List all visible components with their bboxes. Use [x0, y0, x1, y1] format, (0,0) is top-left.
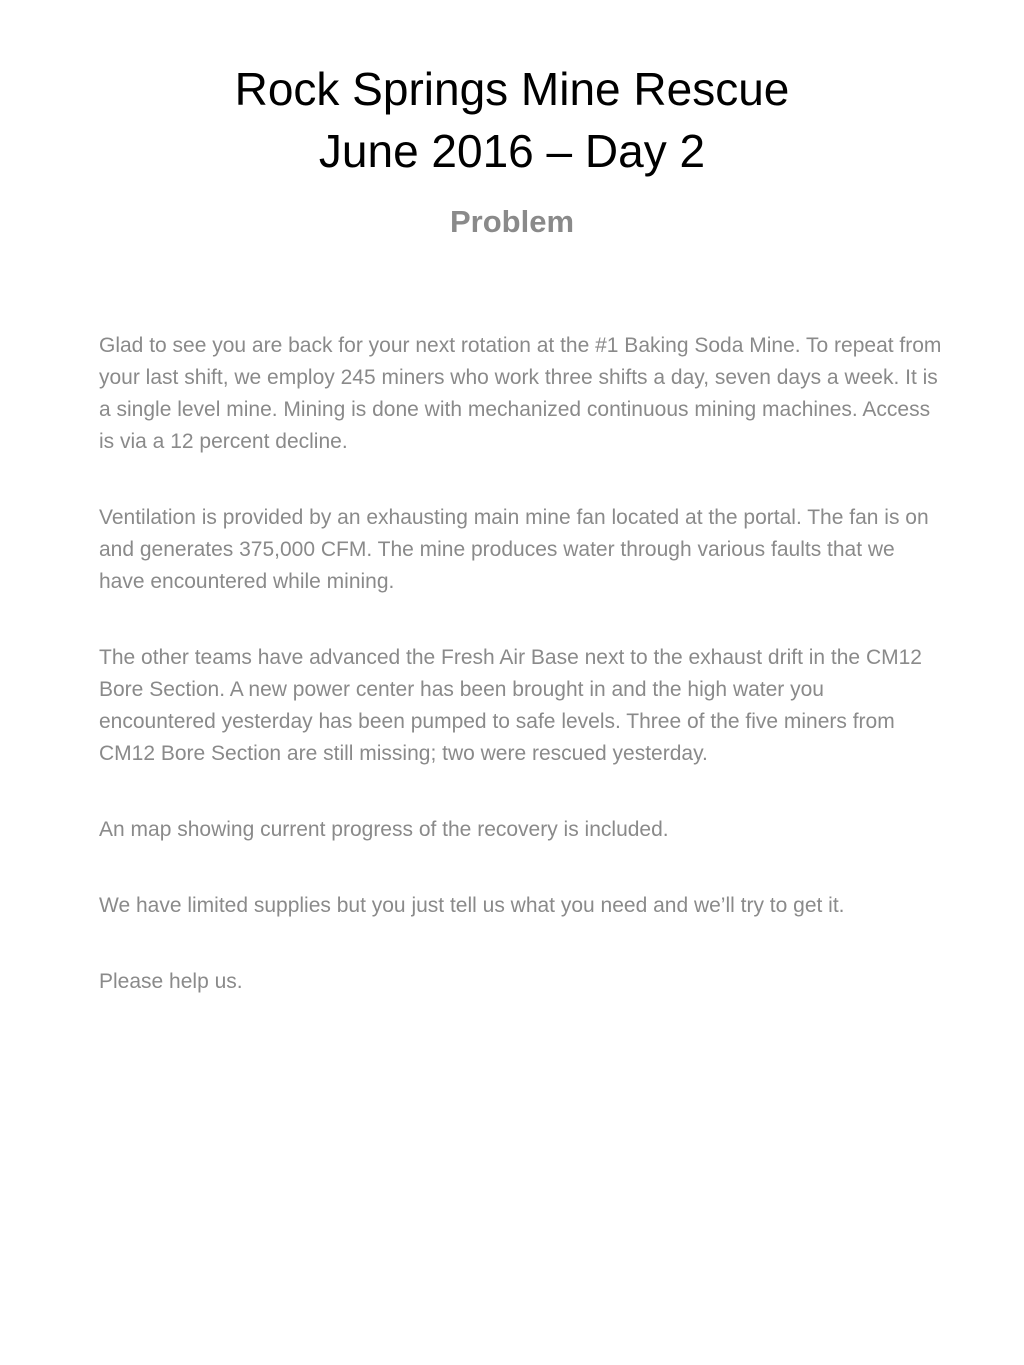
paragraph-ventilation: Ventilation is provided by an exhausting main mine fan located at the portal. The fan is on and generates 375,000 CFM. The mine produces water through various faults that we have encountered while mining. — [99, 506, 929, 593]
paragraph-map: An map showing current progress of the recovery is included. — [99, 818, 669, 841]
paragraph-status: The other teams have advanced the Fresh Air Base next to the exhaust drift in the CM12 Bore Section. A new power center has been brought in and the high water you encountered yesterday has been pumped to safe levels. Three of the five miners from CM12 Bore Section are still missing; two were rescued yesterday. — [99, 646, 922, 765]
title-line-1: Rock Springs Mine Rescue — [234, 63, 790, 115]
slide-subtitle: Problem — [449, 204, 575, 239]
title-line-2: June 2016 – Day 2 — [318, 125, 706, 177]
paragraph-plea: Please help us. — [99, 970, 243, 993]
slide-title — [0, 58, 1024, 182]
paragraph-intro: Glad to see you are back for your next rotation at the #1 Baking Soda Mine. To repeat from your last shift, we employ 245 miners who work three shifts a day, seven days a week. It is a single level mine. Mining is done with mechanized continuous mining machines. Access is via a 12 percent decline. — [99, 334, 942, 453]
body-text — [99, 330, 944, 998]
paragraph-supplies: We have limited supplies but you just tell us what you need and we’ll try to get it. — [99, 894, 845, 917]
